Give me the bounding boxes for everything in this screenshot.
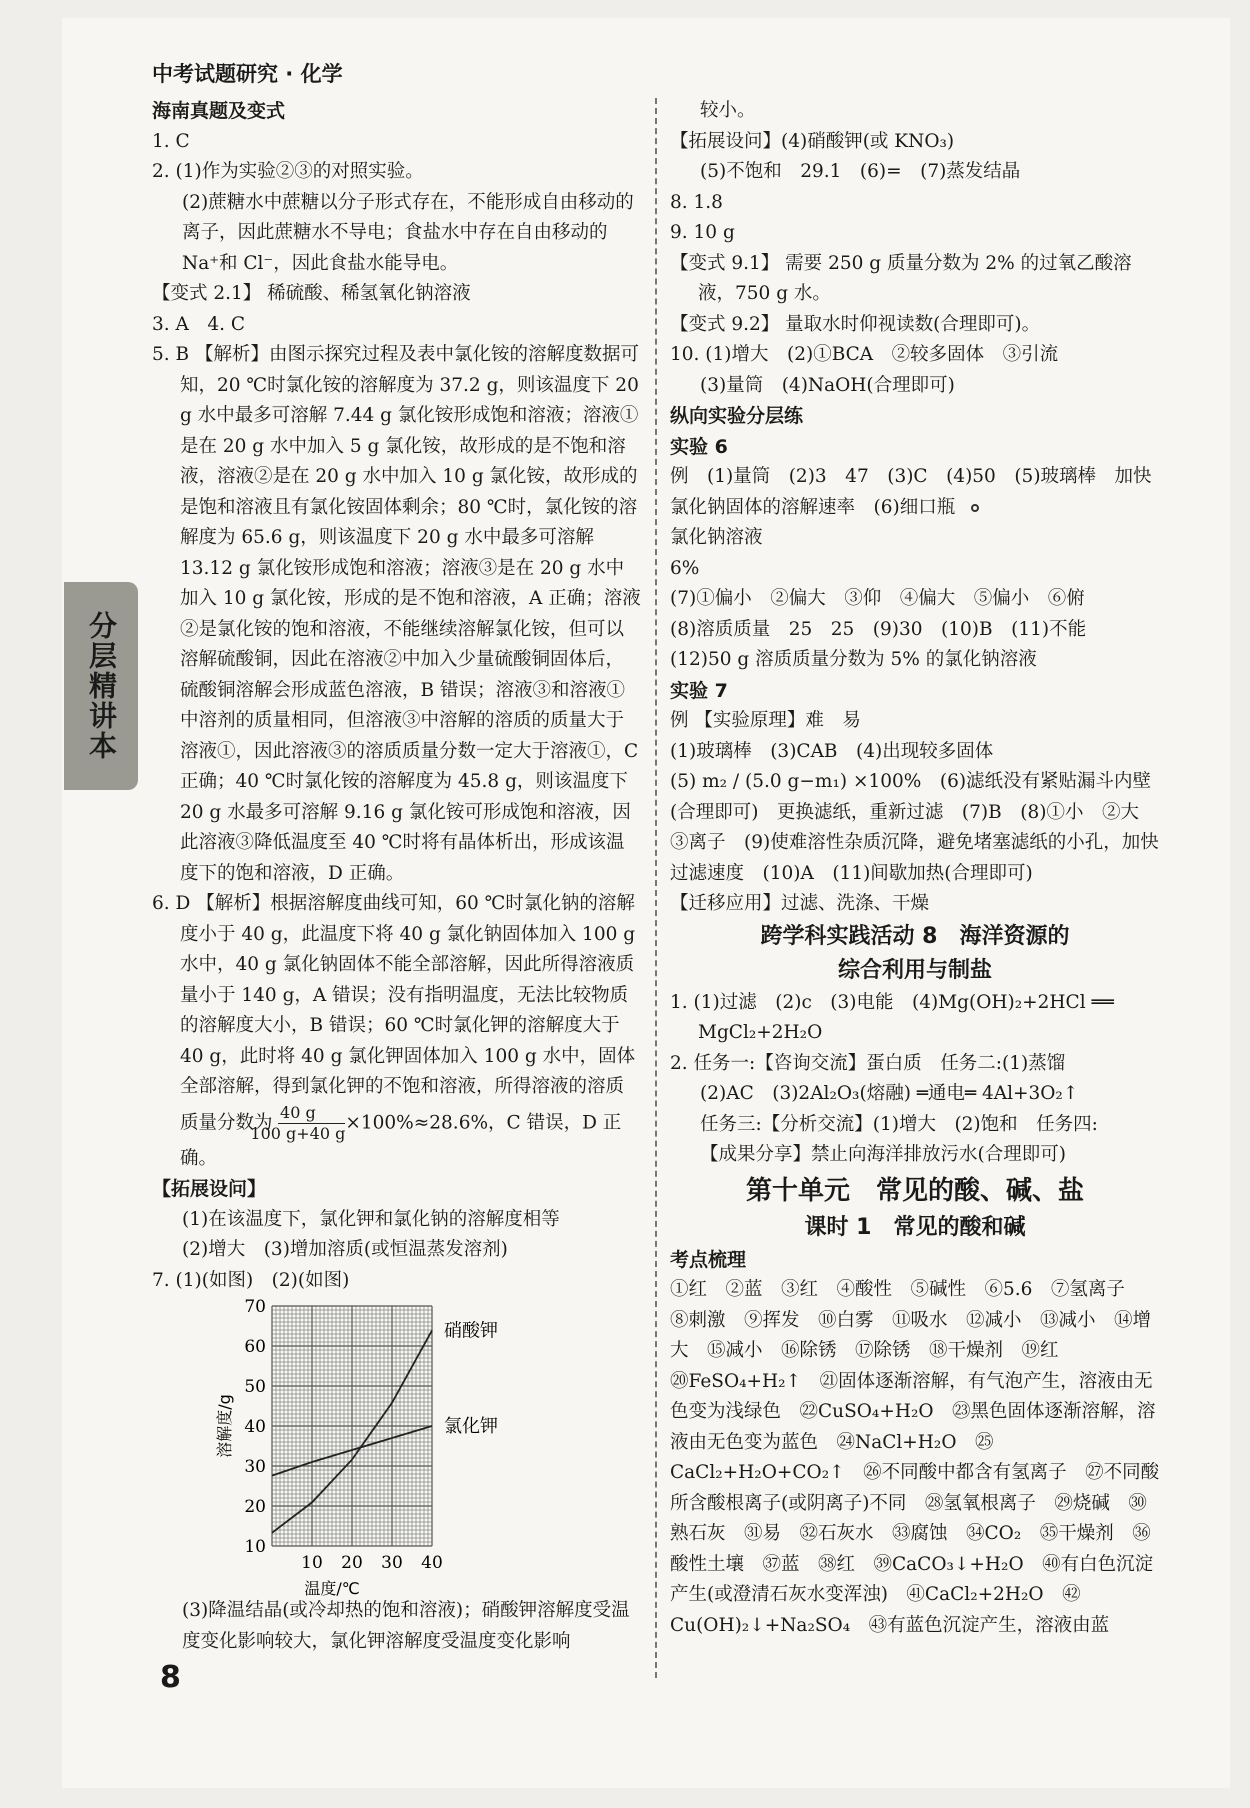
answer-line: (5) m₂ / (5.0 g−m₁) ×100% (6)滤纸没有紧贴漏斗内壁(合理即可) 更换滤纸，重新过滤 (7)B (8)①小 ②大 ③离子 (9)使难溶性杂质沉降，避免堵塞滤纸的小孔，加快过滤速度 (10)A (11)间歇加热(合理即可) [670, 771, 1159, 884]
y-tick-label: 60 [244, 1337, 266, 1357]
answer-line: 1. (1)过滤 (2)c (3)电能 (4)Mg(OH)₂+2HCl ══ MgCl₂+2H₂O [670, 991, 1114, 1043]
label-box [971, 504, 979, 512]
x-tick-label: 20 [341, 1553, 363, 1573]
answer-line: 较小。 [700, 100, 756, 121]
answer-line: 7. (1)(如图) (2)(如图) [152, 1269, 350, 1291]
variant-line: 【变式 2.1】 稀硫酸、稀氢氧化钠溶液 [152, 283, 471, 304]
answer-line: (8)溶质质量 25 25 (9)30 (10)B (11)不能 [670, 618, 1087, 640]
column-divider [655, 98, 657, 1678]
y-tick-label: 10 [244, 1537, 266, 1557]
y-axis-label: 溶解度/g [215, 1394, 234, 1458]
y-tick-label: 20 [244, 1497, 266, 1517]
x-tick-label: 10 [301, 1553, 323, 1573]
series-label: 氯化钾 [444, 1416, 498, 1437]
answer-line: 2. 任务一:【咨询交流】蛋白质 任务二:(1)蒸馏 [670, 1052, 1066, 1074]
answer-line: 1. C [152, 130, 190, 152]
experiment-title: 实验 7 [670, 679, 728, 702]
y-tick-label: 70 [244, 1297, 266, 1317]
key-points-title: 考点梳理 [670, 1248, 747, 1271]
y-tick-label: 40 [244, 1417, 266, 1437]
x-axis-label: 温度/℃ [304, 1579, 360, 1596]
lesson-title: 课时 1 常见的酸和碱 [804, 1214, 1026, 1240]
solubility-chart [212, 1296, 632, 1596]
answer-line: (2)AC (3)2Al₂O₃(熔融) ═通电═ 4Al+3O₂↑ [700, 1083, 1079, 1104]
y-tick-label: 30 [244, 1457, 266, 1477]
answer-line: (7)①偏小 ②偏大 ③仰 ④偏大 ⑤偏小 ⑥俯 [670, 588, 1085, 609]
x-tick-label: 30 [381, 1553, 403, 1573]
activity-title: 综合利用与制盐 [837, 957, 992, 983]
page-header: 中考试题研究 · 化学 [152, 62, 343, 86]
chart-svg [212, 1296, 632, 1596]
answer-line: 例 (1)量筒 (2)3 47 (3)C (4)50 (5)玻璃棒 加快氯化钠固体的溶解速率 (6)细口瓶 [670, 466, 1152, 518]
answer-line: 【拓展设问】(4)硝酸钾(或 KNO₃) [670, 130, 955, 152]
answer-line: 例 【实验原理】难 易 [670, 710, 861, 731]
page-number: 8 [160, 1660, 181, 1695]
answer-line: (12)50 g 溶质质量分数为 5% 的氯化钠溶液 [670, 649, 1037, 670]
variant-line: 【变式 9.2】 量取水时仰视读数(合理即可)。 [670, 313, 1041, 335]
answer-line: (2)蔗糖水中蔗糖以分子形式存在，不能形成自由移动的离子，因此蔗糖水不导电；食盐水中存在自由移动的 Na⁺和 Cl⁻，因此食盐水能导电。 [182, 191, 634, 274]
answer-line: 2. (1)作为实验②③的对照实验。 [152, 161, 424, 182]
activity-title: 跨学科实践活动 8 海洋资源的 [760, 923, 1070, 949]
right-column: 较小。 【拓展设问】(4)硝酸钾(或 KNO₃) (5)不饱和 29.1 (6)= (7)蒸发结晶 8. 1.8 9. 10 g 【变式 9.1】 需要 250 g 质量分数为 2% 的过氧乙酸溶液，750 g 水。 【变式 9.2】 量取水时仰视读数(合理即可)。 10. (1)增大 (2)①BCA ②较多固体 ③引流 (3)量筒 (4)NaOH(合理即可) 纵向实验分层练 实验 6 例 (1)量筒 (2)3 47 (3)C (4)50 (5)玻璃棒 加快氯化钠固体的溶解速率 (6)细口瓶 氯化钠溶液 6% (7)①偏小 ②偏大 ③仰 ④偏大 ⑤偏小 ⑥俯 (8)溶质质量 25 25 (9)30 (10)B (11)不能 (12)50 g 溶质质量分数为 5% 的氯化钠溶液 实验 7 例 【实验原理】难 易 (1)玻璃棒 (3)CAB (4)出现较多固体 (5) m₂ / (5.0 g−m₁) ×100% (6)滤纸没有紧贴漏斗内壁(合理即可) 更换滤纸，重新过滤 (7)B (8)①小 ②大 ③离子 (9)使难溶性杂质沉降，避免堵塞滤纸的小孔，加快过滤速度 (10)A (11)间歇加热(合理即可) 【迁移应用】过滤、洗涤、干燥 跨学科实践活动 8 海洋资源的 综合利用与制盐 1. (1)过滤 (2)c (3)电能 (4)Mg(OH)₂+2HCl ══ MgCl₂+2H₂O 2. 任务一:【咨询交流】蛋白质 任务二:(1)蒸馏 (2)AC (3)2Al₂O₃(熔融) ═通电═ 4Al+3O₂↑ 任务三:【分析交流】(1)增大 (2)饱和 任务四: 【成果分享】禁止向海洋排放污水(合理即可) 第十单元 常见的酸、碱、盐 课时 1 常见的酸和碱 考点梳理 ①红 ②蓝 ③红 ④酸性 ⑤碱性 ⑥5.6 ⑦氢离子 ⑧刺激 ⑨挥发 ⑩白雾 ⑪吸水 ⑫减小 ⑬减小 ⑭增大 ⑮减小 ⑯除锈 ⑰除锈 ⑱干燥剂 ⑲红 ⑳FeSO₄+H₂↑ ㉑固体逐渐溶解，有气泡产生，溶液由无色变为浅绿色 ㉒CuSO₄+H₂O ㉓黑色固体逐渐溶解，溶液由无色变为蓝色 ㉔NaCl+H₂O ㉕CaCl₂+H₂O+CO₂↑ ㉖不同酸中都含有氢离子 ㉗不同酸所含酸根离子(或阴离子)不同 ㉘氢氧根离子 ㉙烧碱 ㉚熟石灰 ㉛易 ㉜石灰水 ㉝腐蚀 ㉞CO₂ ㉟干燥剂 ㊱酸性土壤 ㊲蓝 ㊳红 ㊴CaCO₃↓+H₂O ㊵有白色沉淀产生(或澄清石灰水变浑浊) ㊶CaCl₂+2H₂O ㊷Cu(OH)₂↓+Na₂SO₄ ㊸有蓝色沉淀产生，溶液由蓝 [670, 96, 1160, 1641]
answer-line: 9. 10 g [670, 222, 735, 243]
unit-title: 第十单元 常见的酸、碱、盐 [745, 1175, 1084, 1206]
answer-line: (5)不饱和 29.1 (6)= (7)蒸发结晶 [700, 161, 1021, 182]
key-points-text: ①红 ②蓝 ③红 ④酸性 ⑤碱性 ⑥5.6 ⑦氢离子 ⑧刺激 ⑨挥发 ⑩白雾 ⑪吸水 ⑫减小 ⑬减小 ⑭增大 ⑮减小 ⑯除锈 ⑰除锈 ⑱干燥剂 ⑲红 ⑳FeSO₄+H₂↑ ㉑固体逐渐溶解，有气泡产生，溶液由无色变为浅绿色 ㉒CuSO₄+H₂O ㉓黑色固体逐渐溶解，溶液由无色变为蓝色 ㉔NaCl+H₂O ㉕CaCl₂+H₂O+CO₂↑ ㉖不同酸中都含有氢离子 ㉗不同酸所含酸根离子(或阴离子)不同 ㉘氢氧根离子 ㉙烧碱 ㉚熟石灰 ㉛易 ㉜石灰水 ㉝腐蚀 ㉞CO₂ ㉟干燥剂 ㊱酸性土壤 ㊲蓝 ㊳红 ㊴CaCO₃↓+H₂O ㊵有白色沉淀产生(或澄清石灰水变浑浊) ㊶CaCl₂+2H₂O ㊷Cu(OH)₂↓+Na₂SO₄ ㊸有蓝色沉淀产生，溶液由蓝 [670, 1279, 1160, 1636]
answer-line: (3)降温结晶(或冷却热的饱和溶液)；硝酸钾溶解度受温度变化影响较大，氯化钾溶解度受温度变化影响 [182, 1600, 630, 1652]
extension-title: 【拓展设问】 [152, 1178, 267, 1200]
y-tick-label: 50 [244, 1377, 266, 1397]
side-tab: 分层精讲本 [64, 582, 138, 790]
section-title: 海南真题及变式 [152, 100, 286, 122]
answer-line: (2)增大 (3)增加溶质(或恒温蒸发溶剂) [182, 1239, 508, 1260]
answer-line: 【成果分享】禁止向海洋排放污水(合理即可) [700, 1144, 1066, 1165]
answer-line: 10. (1)增大 (2)①BCA ②较多固体 ③引流 [670, 344, 1059, 365]
experiment-title: 实验 6 [670, 435, 728, 458]
answer-line: (1)玻璃棒 (3)CAB (4)出现较多固体 [670, 740, 994, 762]
answer-line: 【迁移应用】过滤、洗涤、干燥 [670, 893, 930, 914]
answer-line: 任务三:【分析交流】(1)增大 (2)饱和 任务四: [700, 1113, 1098, 1135]
answer-line: 6. D 【解析】根据溶解度曲线可知，60 ℃时氯化钠的溶解度小于 40 g，此温度下将 40 g 氯化钠固体加入 100 g 水中，40 g 氯化钠固体不能全部溶解，因此所得溶液质量小于 140 g，A 错误；没有指明温度，无法比较物质的溶解度大小，B 错误；60 ℃时氯化钾的溶解度大于 40 g，此时将 40 g 氯化钾固体加入 100 g 水中，固体全部溶解，得到氯化钾的不饱和溶液，所得溶液的溶质质量分数为 $\frac{40 g}{100 g+40 g}$ ×100%≈28.6%，C 错误，D 正确。 [152, 893, 636, 1169]
answer-line: 8. 1.8 [670, 191, 723, 213]
variant-line: 【变式 9.1】 需要 250 g 质量分数为 2% 的过氧乙酸溶液，750 g 水。 [670, 252, 1132, 304]
x-tick-label: 40 [421, 1553, 443, 1573]
left-column [152, 96, 642, 1657]
answer-line: 5. B 【解析】由图示探究过程及表中氯化铵的溶解度数据可知，20 ℃时氯化铵的溶解度为 37.2 g，则该温度下 20 g 水中最多可溶解 7.44 g 氯化铵形成饱和溶液；溶液①是在 20 g 水中加入 5 g 氯化铵，故形成的是不饱和溶液，溶液②是在 20 g 水中加入 10 g 氯化铵，故形成的是饱和溶液且有氯化铵固体剩余；80 ℃时，氯化铵的溶解度为 65.6 g，则该温度下 20 g 水中最多可溶解 13.12 g 氯化铵形成饱和溶液；溶液③是在 20 g 水中加入 10 g 氯化铵，形成的是不饱和溶液，A 正确；溶液②是氯化铵的饱和溶液，不能继续溶解氯化铵，但可以溶解硫酸铜，因此在溶液②中加入少量硫酸铜固体后，硫酸铜溶解会形成蓝色溶液，B 错误；溶液③和溶液①中溶剂的质量相同，但溶液③中溶解的溶质的质量大于溶液①，因此溶液③的溶质质量分数一定大于溶液①，C 正确；40 ℃时氯化铵的溶解度为 45.8 g，则该温度下 20 g 水最多可溶解 9.16 g 氯化铵可形成饱和溶液，因此溶液③降低温度至 40 ℃时将有晶体析出，形成该温度下的饱和溶液，D 正确。 [152, 344, 641, 884]
answer-line: (3)量筒 (4)NaOH(合理即可) [700, 374, 955, 396]
section-title: 纵向实验分层练 [670, 405, 804, 427]
fraction: $\frac{40 g}{100 g+40 g}$ [250, 1102, 346, 1143]
answer-line: 3. A 4. C [152, 313, 246, 335]
answer-line: (1)在该温度下，氯化钾和氯化钠的溶解度相等 [182, 1208, 560, 1230]
series-label: 硝酸钾 [444, 1320, 498, 1342]
